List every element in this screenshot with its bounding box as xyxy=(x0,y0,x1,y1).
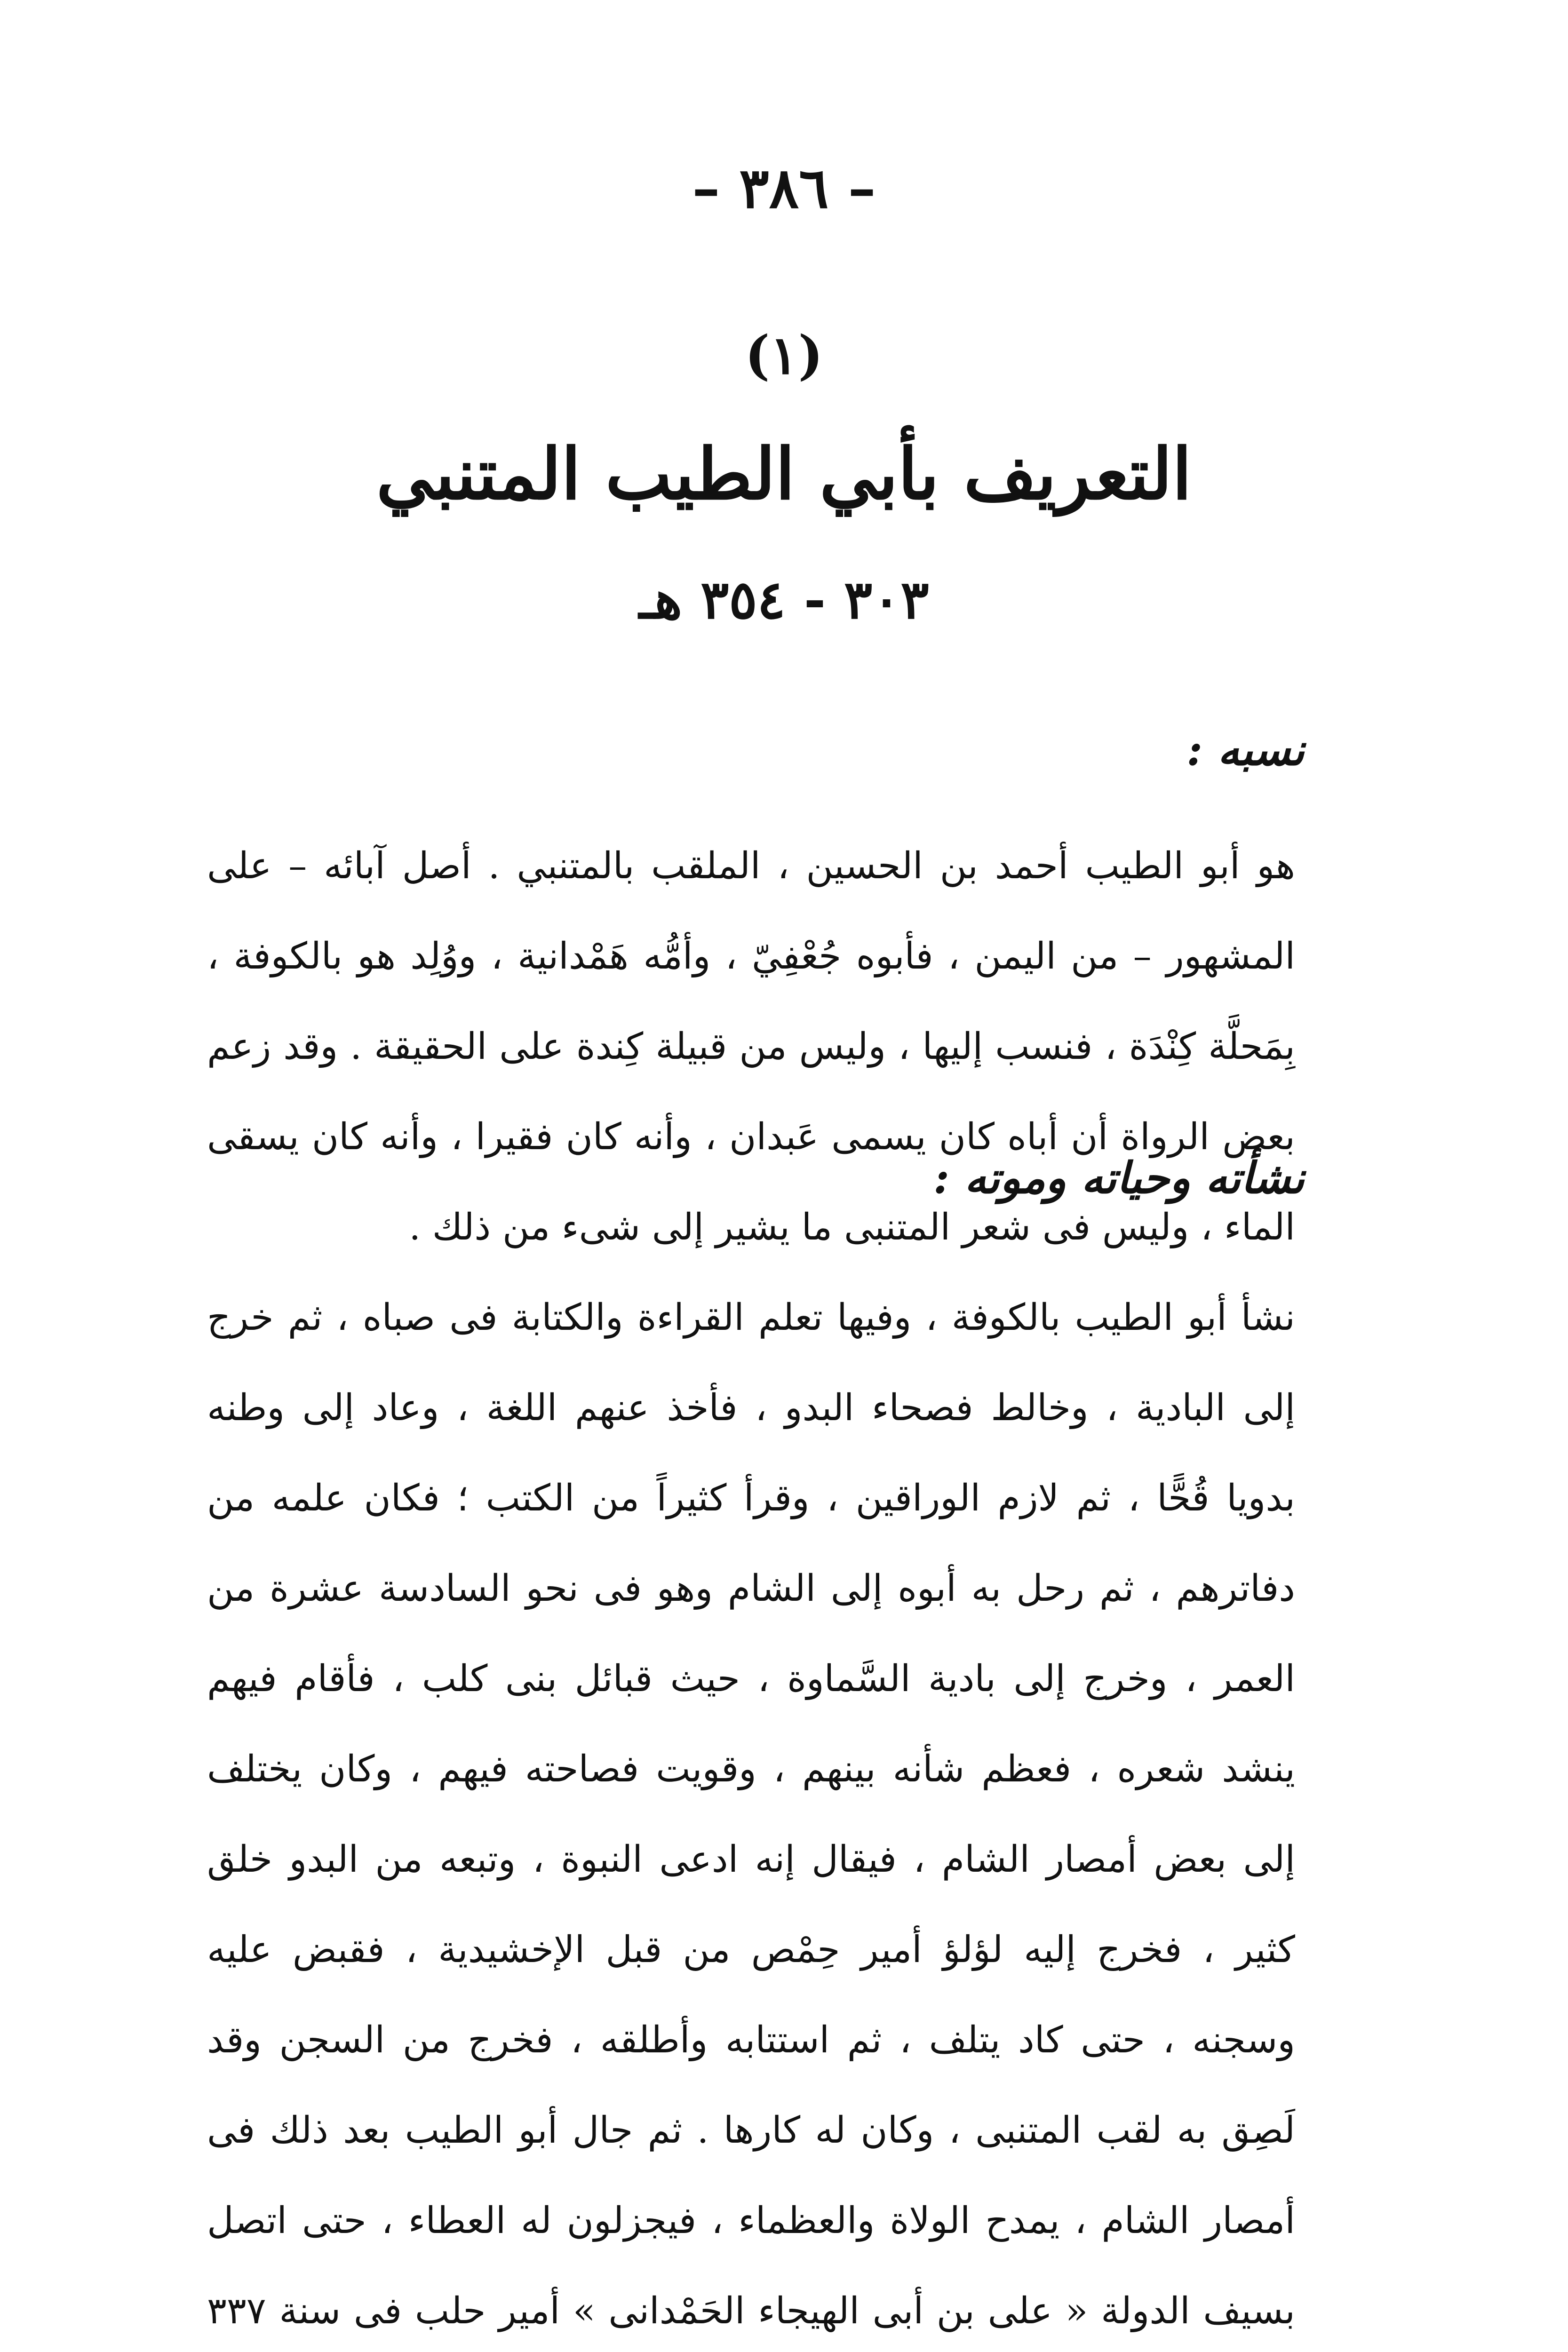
section-number: (١) xyxy=(745,325,823,386)
date-range: ٣٠٣ - ٣٥٤ هـ xyxy=(639,569,929,631)
page-number: – ٣٨٦ – xyxy=(692,155,876,221)
page-title: التعريف بأبي الطيب المتنبي xyxy=(376,433,1192,516)
section-heading-life: نشأته وحياته وموته : xyxy=(933,1152,1305,1203)
section-heading-lineage: نسبه : xyxy=(1186,724,1305,775)
paragraph-life: نشأ أبو الطيب بالكوفة ، وفيها تعلم القراءة والكتابة فى صباه ، ثم خرج إلى البادية ، وخالط فصحاء البدو ، فأخذ عنهم اللغة ، وعاد إلى وطنه بدويا قُحًّا ، ثم لازم الوراقين ، وقرأ كثيراً من الكتب ؛ فكان علمه من دفاترهم ، ثم رحل به أبوه إلى الشام وهو فى نحو السادسة عشرة من العمر ، وخرج إلى بادية السَّماوة ، حيث قبائل بنى كلب ، فأقام فيهم ينشد شعره ، فعظم شأنه بينهم ، وقويت فصاحته فيهم ، وكان يختلف إلى بعض أمصار الشام ، فيقال إنه ادعى النبوة ، وتبعه من البدو خلق كثير ، فخرج إليه لؤلؤ أمير حِمْص من قبل الإخشيدية ، فقبض عليه وسجنه ، حتى كاد يتلف ، ثم استتابه وأطلقه ، فخرج من السجن وقد لَصِق به لقب المتنبى ، وكان له كارها . ثم جال أبو الطيب بعد ذلك فى أمصار الشام ، يمدح الولاة والعظماء ، فيجزلون له العطاء ، حتى اتصل بسيف الدولة « على بن أبى الهيجاء الحَمْدانى » أمير حلب فى سنة ٣٣٧ xyxy=(207,1296,1295,2332)
paragraph-lineage: هو أبو الطيب أحمد بن الحسين ، الملقب بالمتنبي . أصل آبائه – على المشهور – من اليمن ، فأبوه جُعْفِيّ ، وأمُّه هَمْدانية ، ووُلِد هو بالكوفة ، بِمَحلَّة كِنْدَة ، فنسب إليها ، وليس من قبيلة كِندة على الحقيقة . وقد زعم بعض الرواة أن أباه كان يسمى عَبدان ، وأنه كان فقيرا ، وأنه كان يسقى الماء ، وليس فى شعر المتنبى ما يشير إلى شىء من ذلك . xyxy=(207,845,1295,1248)
